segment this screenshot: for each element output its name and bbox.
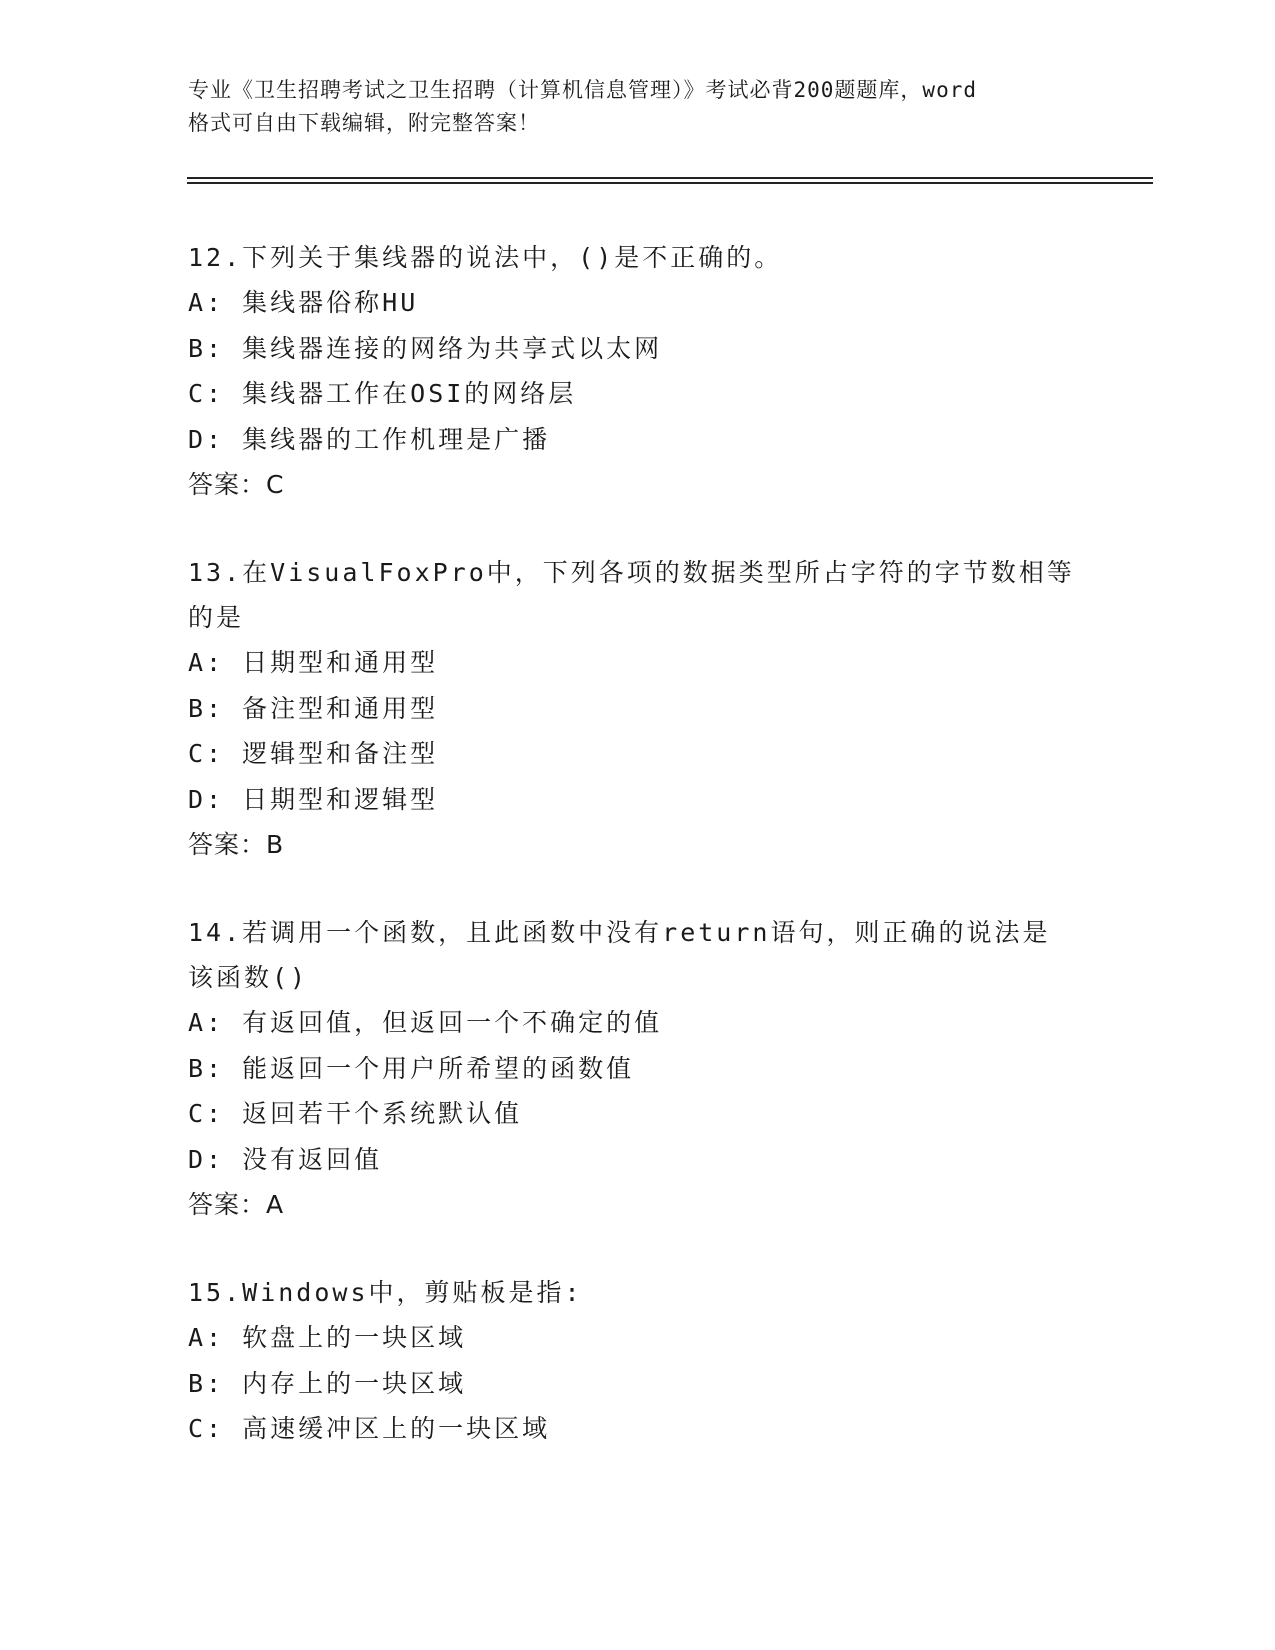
- answer-line: 答案：A: [188, 1190, 285, 1219]
- answer-line: 答案：B: [188, 830, 285, 859]
- header-divider-bottom: [187, 182, 1153, 184]
- option-b: B: 备注型和通用型: [188, 693, 439, 723]
- question-stem: 15.Windows中，剪贴板是指:: [188, 1278, 583, 1307]
- option-a: A: 集线器俗称HU: [188, 288, 419, 317]
- option-d: D: 集线器的工作机理是广播: [188, 424, 551, 454]
- header-line-2: 格式可自由下载编辑，附完整答案！: [188, 111, 540, 135]
- option-a: A: 有返回值，但返回一个不确定的值: [188, 1008, 663, 1037]
- question-13: [188, 550, 1088, 867]
- question-14: [188, 910, 1088, 1227]
- question-list: [188, 235, 1088, 1452]
- option-c: C: 集线器工作在OSI的网络层: [188, 379, 577, 408]
- header-line-1: 专业《卫生招聘考试之卫生招聘（计算机信息管理）》考试必背200题题库，word: [188, 78, 977, 102]
- option-c: C: 返回若干个系统默认值: [188, 1099, 523, 1128]
- option-d: D: 日期型和逻辑型: [188, 784, 439, 814]
- header-divider-top: [187, 177, 1153, 179]
- answer-line: 答案：C: [188, 470, 285, 499]
- option-b: B: 能返回一个用户所希望的函数值: [188, 1053, 635, 1083]
- question-12: [188, 235, 1088, 507]
- option-d: D: 没有返回值: [188, 1144, 383, 1174]
- question-stem: 14.若调用一个函数，且此函数中没有return语句，则正确的说法是: [188, 918, 1051, 947]
- option-c: C: 逻辑型和备注型: [188, 739, 439, 768]
- document-header: [188, 74, 1088, 140]
- question-stem-continued: 该函数(): [188, 963, 309, 992]
- question-stem: 13.在VisualFoxPro中，下列各项的数据类型所占字符的字节数相等: [188, 558, 1075, 587]
- option-a: A: 日期型和通用型: [188, 648, 439, 677]
- option-a: A: 软盘上的一块区域: [188, 1323, 467, 1352]
- option-b: B: 内存上的一块区域: [188, 1368, 467, 1398]
- option-b: B: 集线器连接的网络为共享式以太网: [188, 333, 663, 363]
- question-15: [188, 1270, 1088, 1452]
- question-stem-continued: 的是: [188, 603, 245, 632]
- option-c: C: 高速缓冲区上的一块区域: [188, 1414, 551, 1443]
- question-stem: 12.下列关于集线器的说法中，()是不正确的。: [188, 243, 783, 272]
